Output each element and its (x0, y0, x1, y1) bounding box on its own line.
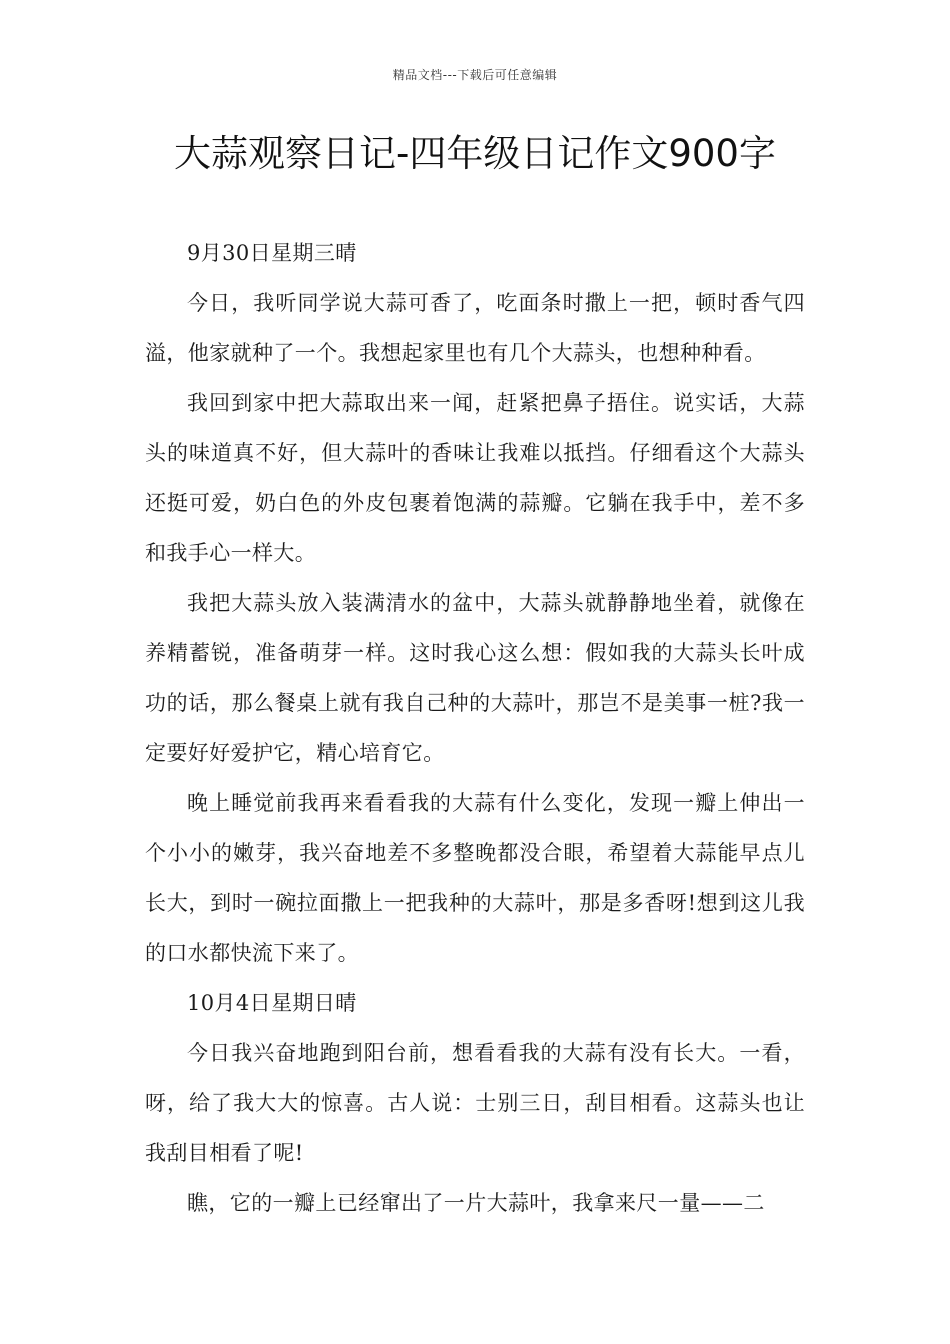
paragraph: 今日，我听同学说大蒜可香了，吃面条时撒上一把，顿时香气四溢，他家就种了一个。我想起家里也有几个大蒜头，也想种种看。 (145, 291, 805, 365)
diary-date: 10月4日星期日晴 (187, 991, 357, 1015)
paragraph: 瞧，它的一瓣上已经窜出了一片大蒜叶，我拿来尺一量——二 (187, 1191, 765, 1215)
paragraph: 我回到家中把大蒜取出来一闻，赶紧把鼻子捂住。说实话，大蒜头的味道真不好，但大蒜叶的香味让我难以抵挡。仔细看这个大蒜头还挺可爱，奶白色的外皮包裹着饱满的蒜瓣。它躺在我手中，差不多和我手心一样大。 (145, 391, 805, 565)
document-body (145, 228, 805, 1228)
document-title: 大蒜观察日记-四年级日记作文900字 (174, 132, 776, 175)
diary-date: 9月30日星期三晴 (187, 241, 357, 265)
paragraph: 我把大蒜头放入装满清水的盆中，大蒜头就静静地坐着，就像在养精蓄锐，准备萌芽一样。这时我心这么想：假如我的大蒜头长叶成功的话，那么餐桌上就有我自己种的大蒜叶，那岂不是美事一桩?我一定要好好爱护它，精心培育它。 (145, 591, 805, 765)
paragraph: 今日我兴奋地跑到阳台前，想看看我的大蒜有没有长大。一看，呀，给了我大大的惊喜。古人说：士别三日，刮目相看。这蒜头也让我刮目相看了呢! (145, 1041, 805, 1165)
header-note: 精品文档---下载后可任意编辑 (392, 68, 558, 82)
paragraph: 晚上睡觉前我再来看看我的大蒜有什么变化，发现一瓣上伸出一个小小的嫩芽，我兴奋地差不多整晚都没合眼，希望着大蒜能早点儿长大，到时一碗拉面撒上一把我种的大蒜叶，那是多香呀!想到这儿我的口水都快流下来了。 (145, 791, 805, 965)
